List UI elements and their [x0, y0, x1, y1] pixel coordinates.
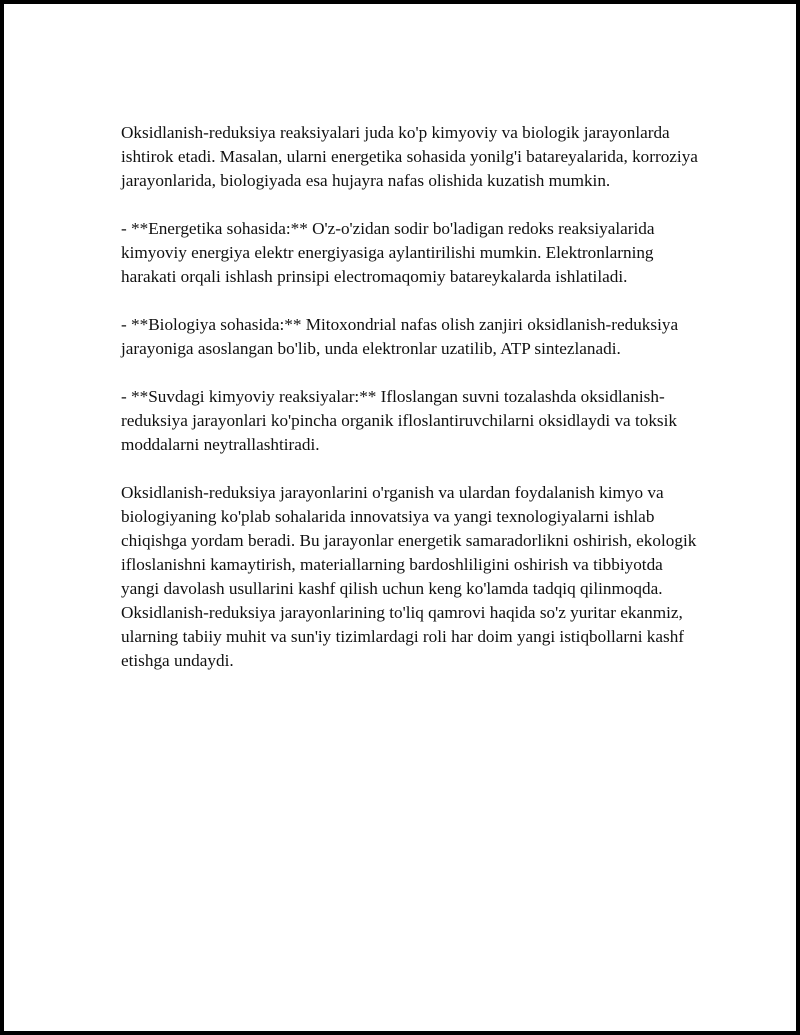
document-body [121, 121, 701, 697]
paragraph-suv-reaksiyalar: - **Suvdagi kimyoviy reaksiyalar:** Ifloslangan suvni tozalashda oksidlanish-reduksiya jarayonlari ko'pincha organik ifloslantiruvchilarni oksidlaydi va toksik moddalarni neytrallashtiradi. [121, 387, 677, 454]
paragraph-biologiya: - **Biologiya sohasida:** Mitoxondrial nafas olish zanjiri oksidlanish-reduksiya jarayoniga asoslangan bo'lib, unda elektronlar uzatilib, ATP sintezlanadi. [121, 315, 679, 358]
paragraph-energetika: - **Energetika sohasida:** O'z-o'zidan sodir bo'ladigan redoks reaksiyalarida kimyoviy energiya elektr energiyasiga aylantirilishi mumkin. Elektronlarning harakati orqali ishlash prinsipi electromaqomiy batareykalarda ishlatiladi. [121, 219, 655, 286]
paragraph-conclusion: Oksidlanish-reduksiya jarayonlarini o'rganish va ulardan foydalanish kimyo va biologiyaning ko'plab sohalarida innovatsiya va yangi texnologiyalarni ishlab chiqishga yordam beradi. Bu jarayonlar energetik samaradorlikni oshirish, ekologik ifloslanishni kamaytirish, materiallarning bardoshliligini oshirish va tibbiyotda yangi davolash usullarini kashf qilish uchun keng ko'lamda tadqiq qilinmoqda. Oksidlanish-reduksiya jarayonlarining to'liq qamrovi haqida so'z yuritar ekanmiz, ularning tabiiy muhit va sun'iy tizimlardagi roli har doim yangi istiqbollarni kashf etishga undaydi. [121, 483, 697, 670]
paragraph-intro: Oksidlanish-reduksiya reaksiyalari juda ko'p kimyoviy va biologik jarayonlarda ishtirok etadi. Masalan, ularni energetika sohasida yonilg'i batareyalarida, korroziya jarayonlarida, biologiyada esa hujayra nafas olishida kuzatish mumkin. [121, 123, 698, 190]
